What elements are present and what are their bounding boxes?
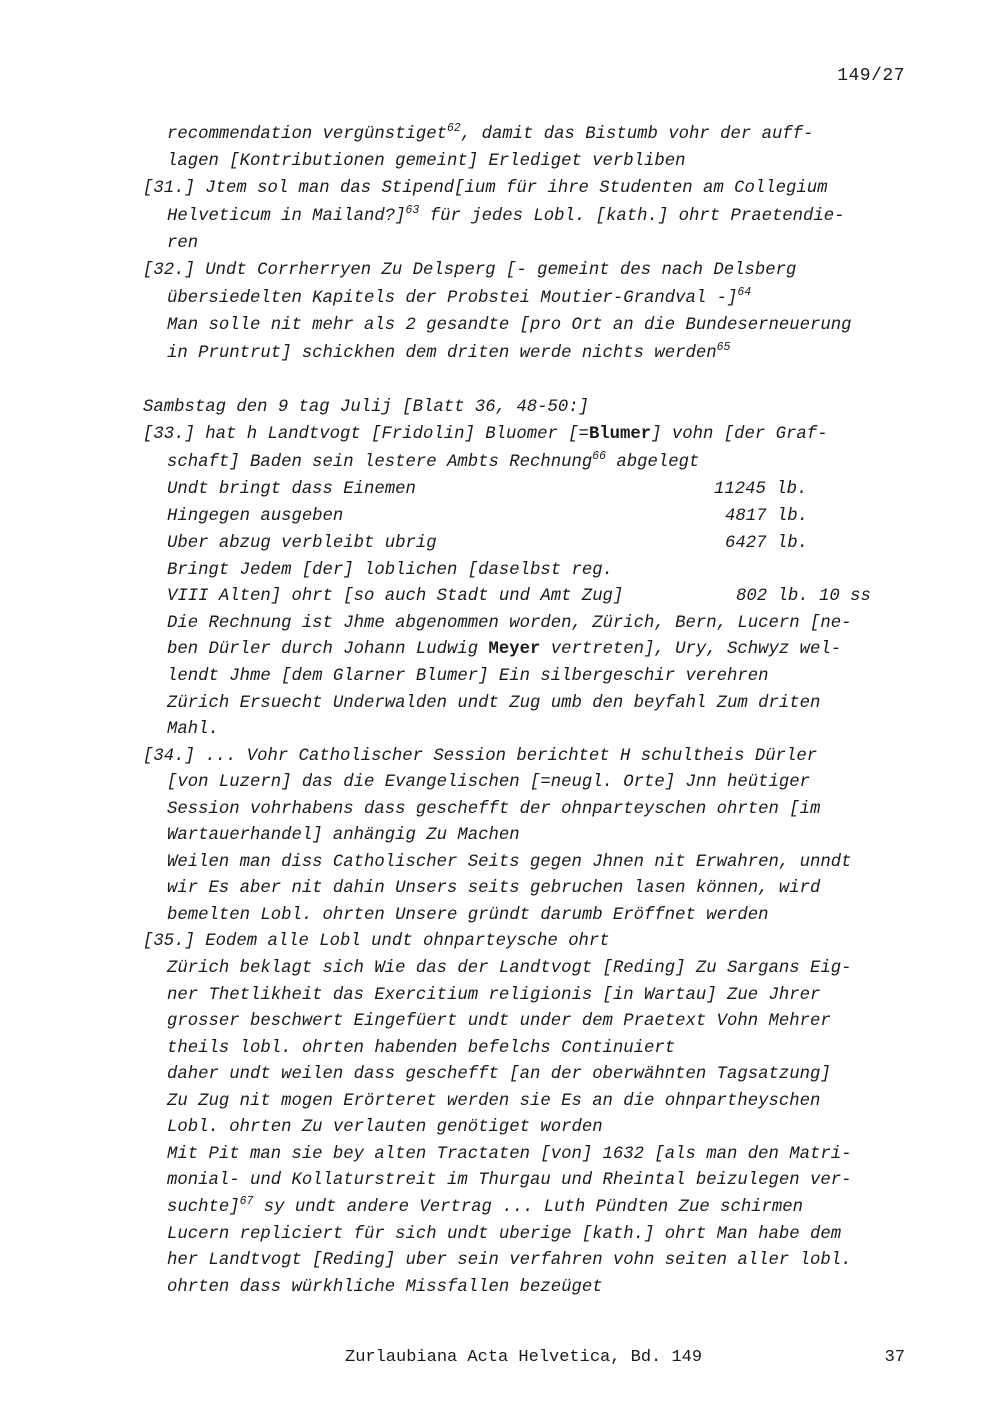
text-line: schaft] Baden sein lestere Ambts Rechnung$^{66}$ abgelegt — [167, 450, 700, 472]
text-line: her Landtvogt [Reding] uber sein verfahren vohn seiten aller lobl. — [167, 1251, 852, 1270]
text-line: [31.] Jtem sol man das Stipend[ium für ihre Studenten am Collegium — [143, 179, 828, 198]
text-line: theils lobl. ohrten habenden befelchs Continuiert — [167, 1039, 676, 1058]
amount: 4817 lb. — [725, 507, 808, 526]
text-line: Lucern repliciert für sich undt uberige [kath.] ohrt Man habe dem — [167, 1225, 842, 1244]
amount: 6427 lb. — [725, 534, 808, 553]
text-line: [von Luzern] das die Evangelischen [=neugl. Orte] Jnn heütiger — [167, 773, 810, 792]
text-line: ohrten dass würkhliche Missfallen bezeüget — [167, 1278, 603, 1297]
text-line: Bringt Jedem [der] loblichen [daselbst reg. — [167, 561, 613, 580]
footnote-ref: 63 — [405, 204, 420, 217]
account-row: Hingegen ausgeben 4817 lb. — [167, 504, 907, 530]
text-line: recommendation vergünstiget$^{62}$, damit das Bistumb vohr der auff- — [167, 122, 814, 144]
account-row: VIII Alten] ohrt [so auch Stadt und Amt Zug] 802 lb. 10 ss — [167, 584, 907, 610]
text-line: Mahl. — [167, 720, 219, 739]
account-row: Uber abzug verbleibt ubrig 6427 lb. — [167, 531, 907, 557]
text-line: [35.] Eodem alle Lobl undt ohnparteysche ohrt — [143, 932, 610, 951]
account-row: Undt bringt dass Einemen 11245 lb. — [167, 477, 907, 503]
text-line: Lobl. ohrten Zu verlauten genötiget worden — [167, 1118, 603, 1137]
footnote-ref: 64 — [737, 286, 752, 299]
amount: 11245 lb. — [714, 480, 808, 499]
text-line: daher undt weilen dass geschefft [an der oberwähnten Tagsatzung] — [167, 1065, 831, 1084]
text-line: lagen [Kontributionen gemeint] Erlediget verbliben — [167, 152, 686, 171]
text-line: Sambstag den 9 tag Julij [Blatt 36, 48-50:] — [143, 398, 589, 417]
bold-name: Blumer — [588, 425, 652, 444]
text-line: Weilen man diss Catholischer Seits gegen Jhnen nit Erwahren, unndt — [167, 853, 852, 872]
page-number: 37 — [884, 1348, 905, 1367]
footnote-ref: 67 — [239, 1195, 254, 1208]
text-line: ner Thetlikheit das Exercitium religionis [in Wartau] Zue Jhrer — [167, 986, 821, 1005]
text-line: [33.] hat h Landtvogt [Fridolin] Bluomer [=Blumer] vohn [der Graf- — [143, 425, 828, 444]
text-line: Zürich beklagt sich Wie das der Landtvogt [Reding] Zu Sargans Eig- — [167, 959, 852, 978]
text-line: Man solle nit mehr als 2 gesandte [pro Ort an die Bundeserneuerung — [167, 316, 852, 335]
text-line: ben Dürler durch Johann Ludwig Meyer vertreten], Ury, Schwyz wel- — [167, 640, 842, 659]
footnote-ref: 62 — [447, 122, 461, 135]
text-line: [32.] Undt Corrherryen Zu Delsperg [- gemeint des nach Delsberg — [143, 261, 797, 280]
text-line: übersiedelten Kapitels der Probstei Moutier-Grandval -]$^{64}$ — [167, 286, 752, 308]
text-line: grosser beschwert Eingefüert undt under dem Praetext Vohn Mehrer — [167, 1012, 831, 1031]
text-line: lendt Jhme [dem Glarner Blumer] Ein silbergeschir verehren — [167, 667, 769, 686]
text-line: monial- und Kollaturstreit im Thurgau und Rheintal beizulegen ver- — [167, 1171, 852, 1190]
footnote-ref: 65 — [716, 341, 731, 354]
text-line: bemelten Lobl. ohrten Unsere gründt darumb Eröffnet werden — [167, 906, 769, 925]
text-line: Mit Pit man sie bey alten Tractaten [von] 1632 [als man den Matri- — [167, 1145, 852, 1164]
text-line: suchte]$^{67}$ sy undt andere Vertrag ... Luth Pündten Zue schirmen — [167, 1195, 804, 1217]
amount: 802 lb. 10 ss — [736, 587, 871, 606]
text-line: Zürich Ersuecht Underwalden undt Zug umb den beyfahl Zum driten — [167, 694, 821, 713]
text-line: Zu Zug nit mogen Erörteret werden sie Es an die ohnpartheyschen — [167, 1092, 821, 1111]
text-line: Session vohrhabens dass geschefft der ohnparteyschen ohrten [im — [167, 800, 821, 819]
text-line: wir Es aber nit dahin Unsers seits gebruchen lasen können, wird — [167, 879, 821, 898]
text-line: Die Rechnung ist Jhme abgenommen worden, Zürich, Bern, Lucern [ne- — [167, 614, 852, 633]
text-line: in Pruntrut] schickhen dem driten werde nichts werden$^{65}$ — [167, 341, 731, 363]
page-reference: 149/27 — [837, 66, 905, 86]
text-line: Helveticum in Mailand?]$^{63}$ für jedes Lobl. [kath.] ohrt Praetendie- — [167, 204, 845, 226]
bold-name: Meyer — [488, 640, 541, 659]
source-title: Zurlaubiana Acta Helvetica, Bd. 149 — [345, 1348, 703, 1367]
text-line: [34.] ... Vohr Catholischer Session berichtet H schultheis Dürler — [143, 747, 818, 766]
text-line: ren — [167, 234, 199, 253]
text-line: Wartauerhandel] anhängig Zu Machen — [167, 826, 520, 845]
footnote-ref: 66 — [592, 450, 607, 463]
